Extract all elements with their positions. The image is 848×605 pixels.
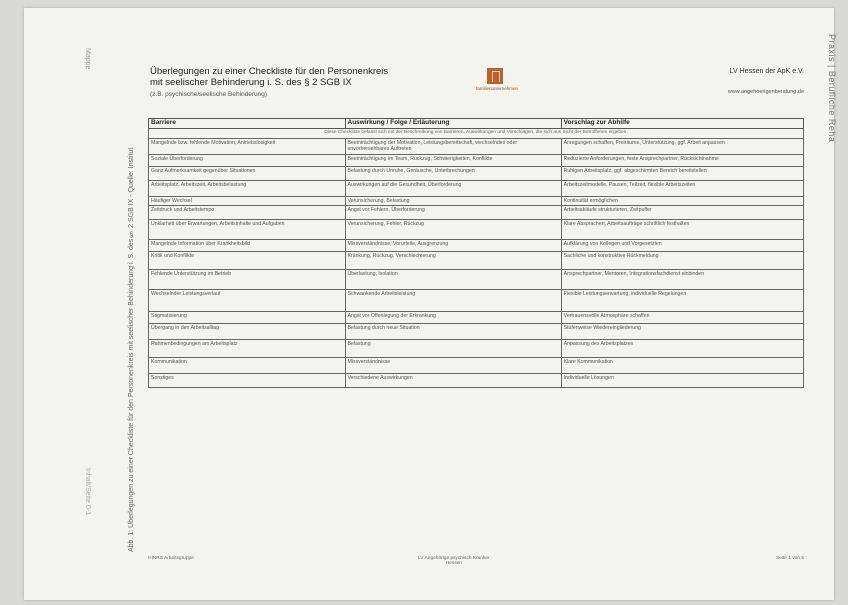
cell-effect: Auswirkungen auf die Gesundheit, Überforderung	[345, 180, 561, 196]
table-body	[149, 129, 804, 388]
table-row	[149, 252, 804, 270]
column-header-barrier: Barriere	[149, 119, 346, 129]
cell-effect: Beeinträchtigung der Motivation, Leistungsbereitschaft, wechselndes oder unvorhersehbares Auftreten	[345, 138, 561, 154]
table-row	[149, 240, 804, 252]
table-row	[149, 138, 804, 154]
cell-barrier: Wechselnder Leistungsverlauf	[149, 290, 346, 312]
table-row	[149, 166, 804, 180]
table-row	[149, 206, 804, 220]
table-row	[149, 324, 804, 340]
organization-name: LV Hessen der ApK e.V.	[729, 68, 804, 75]
cell-effect: Verschiedene Auswirkungen	[345, 374, 561, 388]
column-header-effect: Auswirkung / Folge / Erläuterung	[345, 119, 561, 129]
cell-remedy: Reduzierte Anforderungen, feste Ansprechpartner, Rücksichtnahme	[561, 154, 803, 166]
cell-remedy: Klare Kommunikation	[561, 358, 803, 374]
cell-effect: Beeinträchtigung im Team, Rückzug, Schwierigkeiten, Konflikte	[345, 154, 561, 166]
cell-effect: Verunsicherung, Belastung	[345, 196, 561, 206]
cell-barrier: Übergang in den Arbeitsalltag	[149, 324, 346, 340]
cell-remedy: Klare Absprachen, Arbeitsaufträge schriftlich festhalten	[561, 220, 803, 240]
checklist-table	[148, 118, 804, 388]
footer-center-line-1: LV Angehörige psychisch Kranker	[418, 556, 490, 561]
cell-remedy: Arbeitszeitmodelle, Pausen, Teilzeit, flexible Arbeitszeiten	[561, 180, 803, 196]
table-row	[149, 290, 804, 312]
organization-logo	[476, 68, 519, 100]
cell-remedy: Flexible Leistungserwartung, individuelle Regelungen	[561, 290, 803, 312]
table-row	[149, 220, 804, 240]
table-note-row	[149, 129, 804, 139]
table-row	[149, 180, 804, 196]
cell-effect: Schwankende Arbeitsleistung	[345, 290, 561, 312]
cell-barrier: Sonstiges	[149, 374, 346, 388]
cell-barrier: Stigmatisierung	[149, 312, 346, 324]
table-row	[149, 358, 804, 374]
cell-effect: Verunsicherung, Fehler, Rückzug	[345, 220, 561, 240]
cell-barrier: Fehlende Unterstützung im Betrieb	[149, 270, 346, 290]
section-label-vertical: Praxis | Berufliche Reha	[827, 34, 837, 143]
organization-url: www.angehoerigenberatung.de	[727, 89, 804, 95]
column-header-remedy: Vorschlag zur Abhilfe	[561, 119, 803, 129]
table-note: Diese Checkliste befasst sich mit der Beschreibung von Barrieren, Auswirkungen und Vorschlägen, die sich aus Sicht der Betroffenen ergeben.	[149, 129, 804, 139]
cell-barrier: Unklarheit über Erwartungen, Arbeitsinhalte und Aufgaben	[149, 220, 346, 240]
cell-barrier: Arbeitsplatz, Arbeitszeit, Arbeitsbelastung	[149, 180, 346, 196]
cell-remedy: Vertrauensvolle Atmosphäre schaffen	[561, 312, 803, 324]
cell-barrier: Häufiger Wechsel	[149, 196, 346, 206]
footer-center	[418, 556, 490, 566]
logo-icon	[487, 68, 503, 84]
cell-effect: Angst vor Offenlegung der Erkrankung	[345, 312, 561, 324]
table-row	[149, 312, 804, 324]
cell-remedy: Individuelle Lösungen	[561, 374, 803, 388]
cell-effect: Belastung durch Unruhe, Geräusche, Unterbrechungen	[345, 166, 561, 180]
cell-effect: Belastung	[345, 340, 561, 358]
table-row	[149, 196, 804, 206]
cell-effect: Missverständnisse	[345, 358, 561, 374]
cell-effect: Kränkung, Rückzug, Verschlechterung	[345, 252, 561, 270]
table-header-row	[149, 119, 804, 129]
cell-remedy: Stufenweise Wiedereingliederung	[561, 324, 803, 340]
title-line-1: Überlegungen zu einer Checkliste für den Personenkreis	[150, 66, 389, 77]
title-subtitle: (z.B. psychische/seelische Behinderung)	[150, 91, 268, 98]
table-row	[149, 154, 804, 166]
footer-page-number: Seite 1 von 5	[775, 556, 804, 561]
cell-barrier: Kommunikation	[149, 358, 346, 374]
cell-barrier: Mangelnde Information über Krankheitsbild	[149, 240, 346, 252]
cell-barrier: Rahmenbedingungen am Arbeitsplatz	[149, 340, 346, 358]
cell-barrier: Kritik und Konflikte	[149, 252, 346, 270]
cell-effect: Überlastung, Isolation	[345, 270, 561, 290]
table-row	[149, 340, 804, 358]
document-page	[24, 8, 837, 600]
cell-remedy: Arbeitsabläufe strukturieren, Zeitpuffer	[561, 206, 803, 220]
cell-effect: Missverständnisse, Vorurteile, Ausgrenzung	[345, 240, 561, 252]
organization-info	[728, 68, 804, 95]
cell-remedy: Ansprechpartner, Mentoren, Integrationsfachdienst einbinden	[561, 270, 803, 290]
cell-remedy: Kontinuität ermöglichen	[561, 196, 803, 206]
cell-remedy: Anregungen schaffen, Freiräume, Unterstützung, ggf. Arbeit anpassen	[561, 138, 803, 154]
left-margin-mark: Mappe	[84, 48, 91, 70]
cell-barrier: Zeitdruck und Arbeitstempo	[149, 206, 346, 220]
table-row	[149, 374, 804, 388]
left-margin-mark-2: Inhalt/Seite 0-1	[84, 468, 91, 516]
cell-effect: Belastung durch neue Situation	[345, 324, 561, 340]
cell-remedy: Aufklärung von Kollegen und Vorgesetzten	[561, 240, 803, 252]
cell-remedy: Anpassung des Arbeitsplatzes	[561, 340, 803, 358]
cell-barrier: Mangelnde bzw. fehlende Motivation, Antriebslosigkeit	[149, 138, 346, 154]
page-title	[150, 66, 388, 100]
cell-barrier: Ganz Aufmerksamkeit gegenüber Situationen	[149, 166, 346, 180]
title-line-2: mit seelischer Behinderung i. S. des § 2 SGB IX	[150, 77, 352, 88]
footer-center-line-2: Hessen	[445, 561, 462, 566]
cell-barrier: Soziale Überforderung	[149, 154, 346, 166]
logo-text: familienunternehmen	[476, 86, 519, 91]
cell-remedy: Ruhigen Arbeitsplatz, ggf. abgeschirmten Bereich bereitstellen	[561, 166, 803, 180]
table-row	[149, 270, 804, 290]
cell-remedy: Sachliche und konstruktive Rückmeldung	[561, 252, 803, 270]
figure-caption-vertical: Abb. 1: Überlegungen zu einer Checkliste für den Personenkreis mit seelischer Behinderung i. S. des § 2 SGB IX - Quelle: Institut	[128, 147, 135, 552]
cell-effect: Angst vor Fehlern, Überforderung	[345, 206, 561, 220]
footer-left: IHNRS Arbeitsgruppe	[148, 556, 194, 561]
